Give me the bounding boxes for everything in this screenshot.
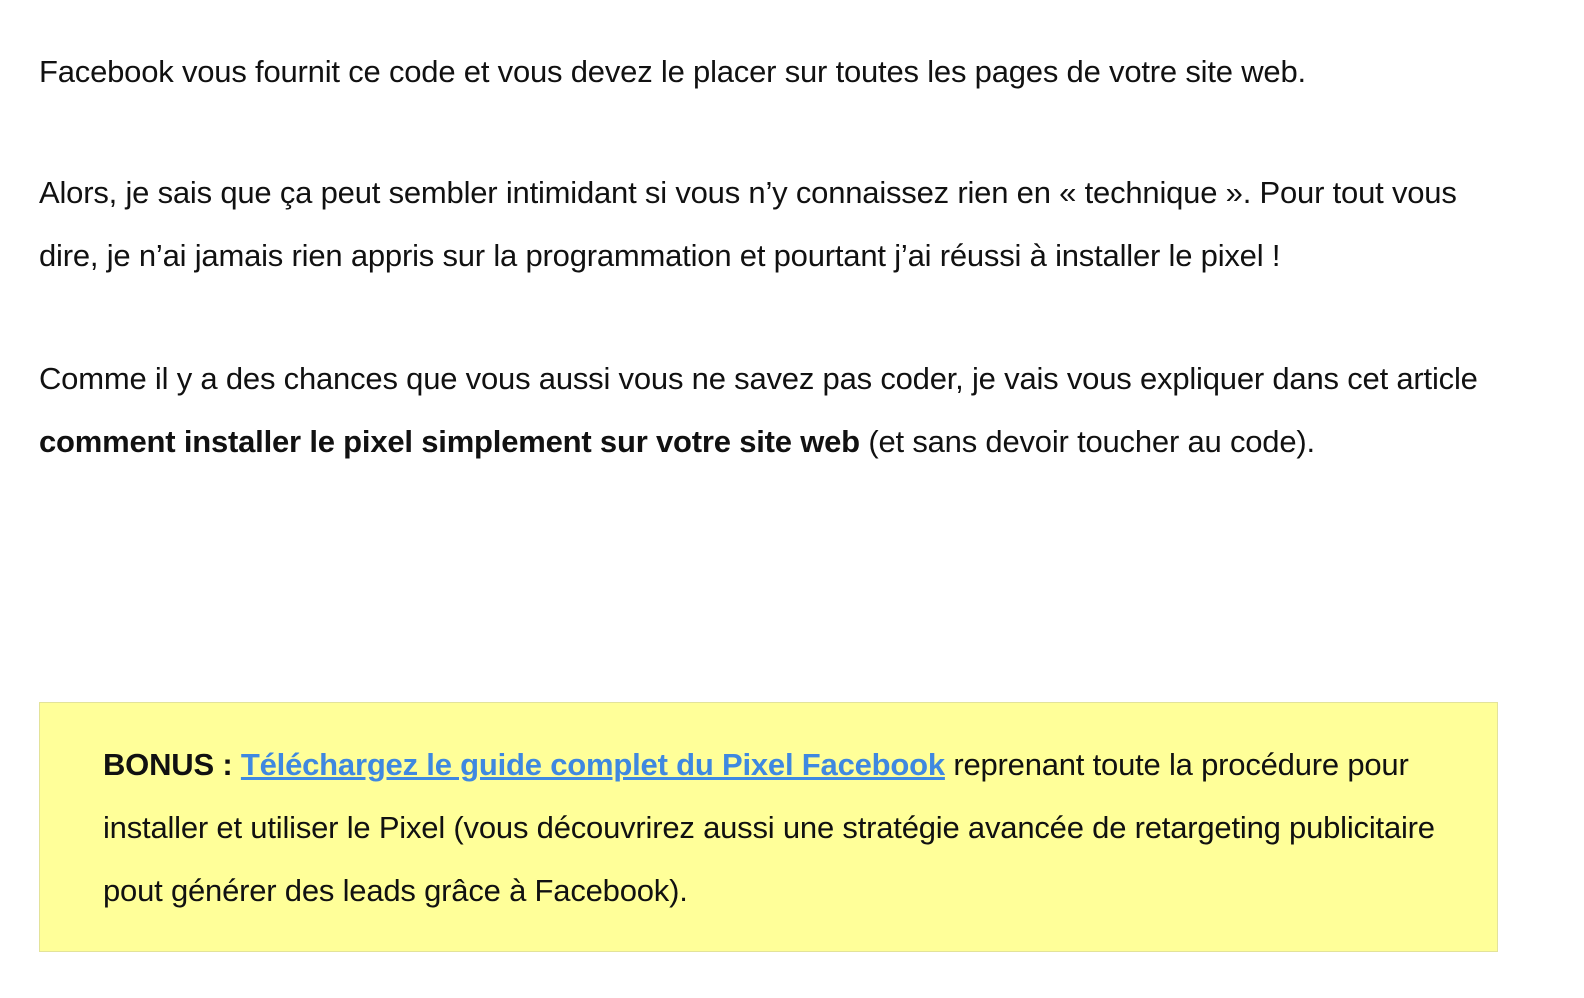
download-guide-link[interactable]: Téléchargez le guide complet du Pixel Facebook	[240, 747, 945, 782]
paragraph-intimidating	[39, 161, 1509, 287]
paragraph-code-placement	[39, 40, 1509, 103]
article-body	[39, 40, 1509, 533]
bonus-text	[103, 733, 1443, 922]
paragraph-bold-text: comment installer le pixel simplement sur votre site web	[39, 424, 860, 459]
paragraph-text-end: (et sans devoir toucher au code).	[859, 424, 1315, 459]
bonus-description: reprenant toute la procédure pour installer et utiliser le Pixel (vous découvrirez aussi une stratégie avancée de retargeting publicitaire pout générer des leads grâce à Facebook).	[103, 747, 1435, 908]
paragraph-text-start: Comme il y a des chances que vous aussi vous ne savez pas coder, je vais vous expliquer dans cet article	[39, 361, 1478, 396]
bonus-label: BONUS :	[103, 747, 241, 782]
paragraph-text: Alors, je sais que ça peut sembler intimidant si vous n’y connaissez rien en « technique ». Pour tout vous dire, je n’ai jamais rien appris sur la programmation et pourtant j’ai réussi à installer le pixel !	[39, 175, 1457, 273]
paragraph-explanation	[39, 347, 1509, 473]
bonus-callout-box	[39, 702, 1498, 952]
paragraph-text: Facebook vous fournit ce code et vous devez le placer sur toutes les pages de votre site web.	[39, 54, 1306, 89]
